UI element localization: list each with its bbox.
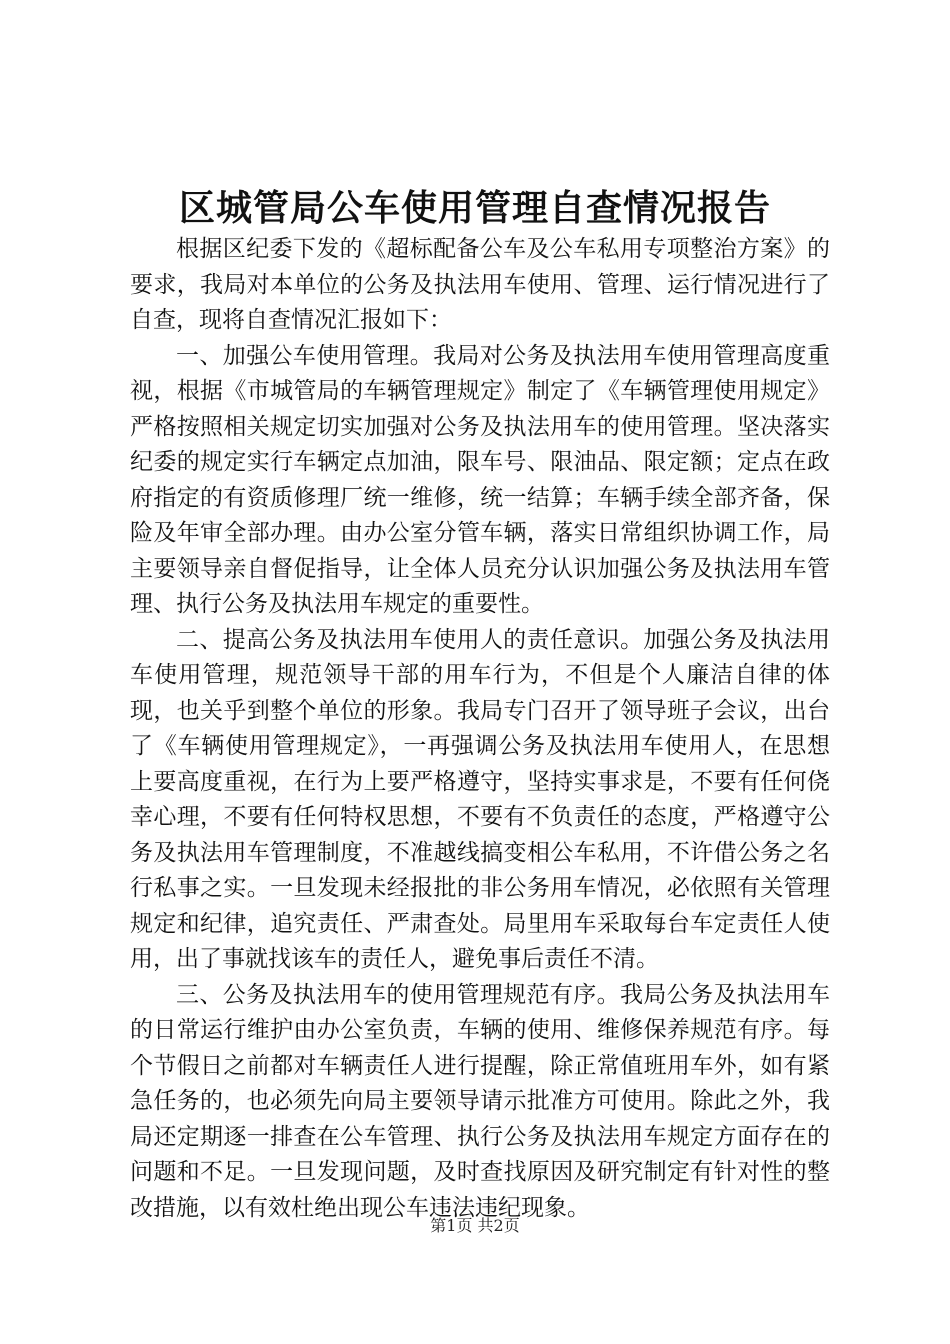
paragraph-intro: 根据区纪委下发的《超标配备公车及公车私用专项整治方案》的要求，我局对本单位的公务及执法用车使用、管理、运行情况进行了自查，现将自查情况汇报如下： [130,236,830,333]
paragraph-section-2: 二、提高公务及执法用车使用人的责任意识。加强公务及执法用车使用管理，规范领导干部的用车行为，不但是个人廉洁自律的体现，也关乎到整个单位的形象。我局专门召开了领导班子会议，出台了《车辆使用管理规定》，一再强调公务及执法用车使用人，在思想上要高度重视，在行为上要严格遵守，坚持实事求是，不要有任何侥幸心理，不要有任何特权思想，不要有不负责任的态度，严格遵守公务及执法用车管理制度，不准越线搞变相公车私用，不许借公务之名行私事之实。一旦发现未经报批的非公务用车情况，必依照有关管理规定和纪律，追究责任、严肃查处。局里用车采取每台车定责任人使用，出了事就找该车的责任人，避免事后责任不清。 [130,626,830,972]
paragraph-section-3: 三、公务及执法用车的使用管理规范有序。我局公务及执法用车的日常运行维护由办公室负责，车辆的使用、维修保养规范有序。每个节假日之前都对车辆责任人进行提醒，除正常值班用车外，如有紧急任务的，也必须先向局主要领导请示批准方可使用。除此之外，我局还定期逐一排查在公车管理、执行公务及执法用车规定方面存在的问题和不足。一旦发现问题，及时查找原因及研究制定有针对性的整改措施，以有效杜绝出现公车违法违纪现象。 [130,981,830,1221]
document-title: 区城管局公车使用管理自查情况报告 [178,187,771,229]
document-body [130,232,830,1226]
page-number-footer: 第1页 共2页 [430,1216,520,1235]
paragraph-section-1: 一、加强公车使用管理。我局对公务及执法用车使用管理高度重视，根据《市城管局的车辆管理规定》制定了《车辆管理使用规定》严格按照相关规定切实加强对公务及执法用车的使用管理。坚决落实纪委的规定实行车辆定点加油，限车号、限油品、限定额；定点在政府指定的有资质修理厂统一维修，统一结算；车辆手续全部齐备，保险及年审全部办理。由办公室分管车辆，落实日常组织协调工作，局主要领导亲自督促指导，让全体人员充分认识加强公务及执法用车管理、执行公务及执法用车规定的重要性。 [130,342,830,617]
